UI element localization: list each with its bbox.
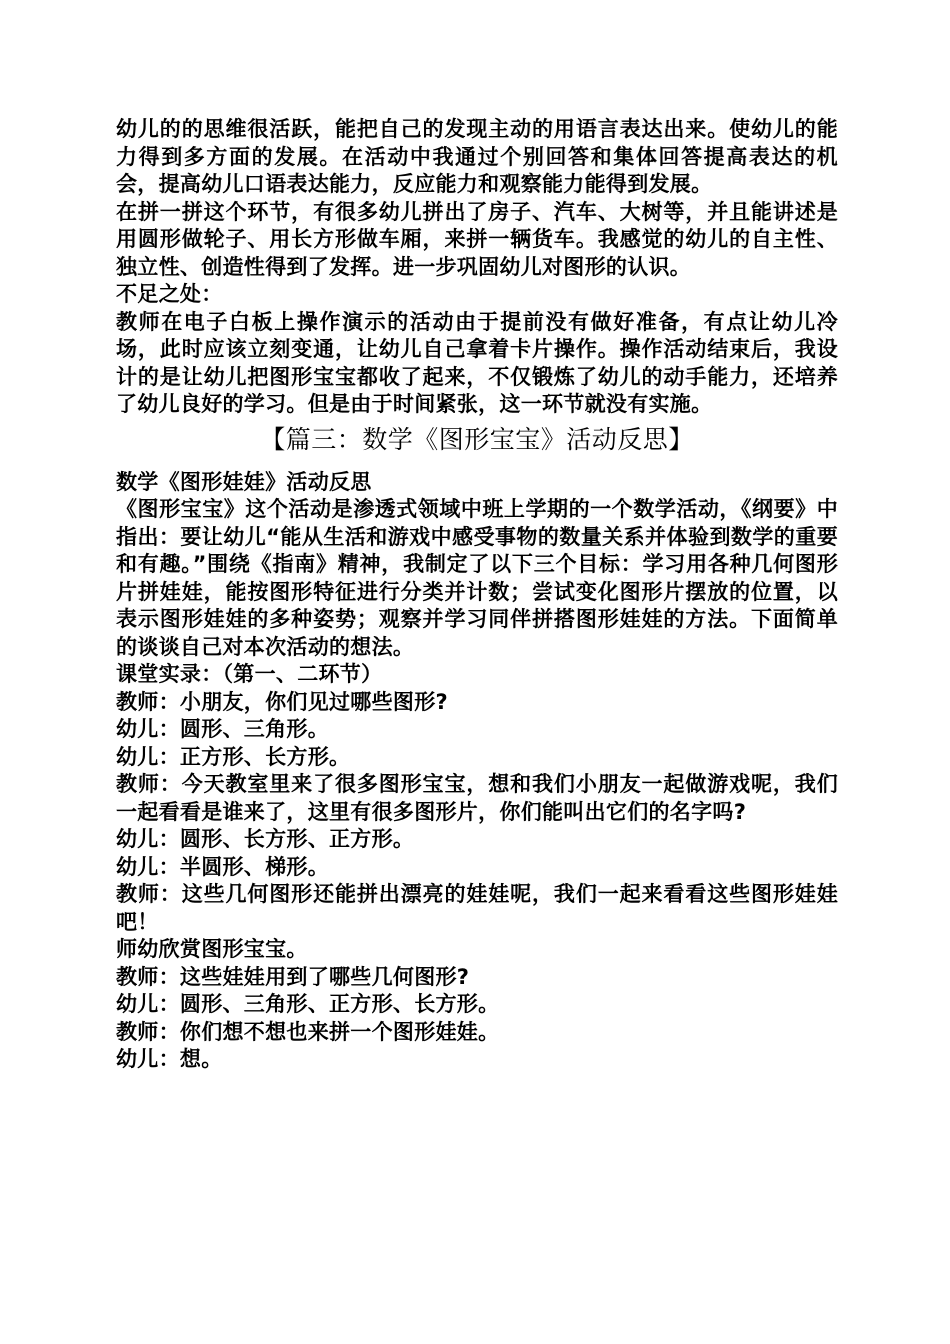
- transcript-line: 幼儿：圆形、三角形。: [116, 717, 329, 741]
- paragraph: 在拼一拼这个环节，有很多幼儿拼出了房子、汽车、大树等，并且能讲述是用圆形做轮子、用长方形做车厢，来拼一辆货车。我感觉的幼儿的自主性、独立性、创造性得到了发挥。进一步巩固幼儿对图形的认识。: [116, 199, 838, 279]
- transcript-line: 幼儿：想。: [116, 1047, 223, 1071]
- transcript-line: 教师：这些几何图形还能拼出漂亮的娃娃呢，我们一起来看看这些图形娃娃吧！: [116, 882, 838, 934]
- transcript-line: 教师：小朋友，你们见过哪些图形?: [116, 689, 448, 714]
- transcript-heading: 课堂实录：（第一、二环节）: [116, 662, 383, 686]
- transcript-line: 幼儿：圆形、长方形、正方形。: [116, 827, 415, 851]
- transcript-line: 教师：这些娃娃用到了哪些几何图形?: [116, 964, 470, 989]
- transcript-line: 幼儿：半圆形、梯形。: [116, 854, 329, 879]
- paragraph: 《图形宝宝》这个活动是渗透式领域中班上学期的一个数学活动，《纲要》中指出：要让幼儿“能从生活和游戏中感受事物的数量关系并体验到数学的重要和有趣。”围绕《指南》精神，我制定了以下三个目标：学习用各种几何图形片拼娃娃，能按图形特征进行分类并计数；尝试变化图形片摆放的位置，以表示图形娃娃的多种姿势；观察并学习同伴拼搭图形娃娃的方法。下面简单的谈谈自己对本次活动的想法。: [116, 497, 838, 659]
- paragraph-label: 不足之处：: [116, 282, 223, 306]
- transcript-line: 幼儿：圆形、三角形、正方形、长方形。: [116, 992, 500, 1016]
- document-page: [116, 116, 838, 1074]
- section-subtitle: 数学《图形娃娃》活动反思: [116, 469, 372, 494]
- transcript-line: 教师：你们想不想也来拼一个图形娃娃。: [116, 1019, 500, 1044]
- transcript-line: 幼儿：正方形、长方形。: [116, 744, 351, 769]
- paragraph: 幼儿的的思维很活跃，能把自己的发现主动的用语言表达出来。使幼儿的能力得到多方面的发展。在活动中我通过个别回答和集体回答提高表达的机会，提高幼儿口语表达能力，反应能力和观察能力能得到发展。: [116, 117, 838, 196]
- paragraph: 教师在电子白板上操作演示的活动由于提前没有做好准备，有点让幼儿冷场，此时应该立刻变通，让幼儿自己拿着卡片操作。操作活动结束后，我设计的是让幼儿把图形宝宝都收了起来，不仅锻炼了幼儿的动手能力，还培养了幼儿良好的学习。但是由于时间紧张，这一环节就没有实施。: [116, 309, 838, 416]
- section-heading: 【篇三：数学《图形宝宝》活动反思】: [260, 424, 694, 454]
- transcript-line: 师幼欣赏图形宝宝。: [116, 937, 308, 961]
- transcript-line: 教师：今天教室里来了很多图形宝宝，想和我们小朋友一起做游戏呢，我们一起看看是谁来了，这里有很多图形片，你们能叫出它们的名字吗?: [116, 772, 838, 824]
